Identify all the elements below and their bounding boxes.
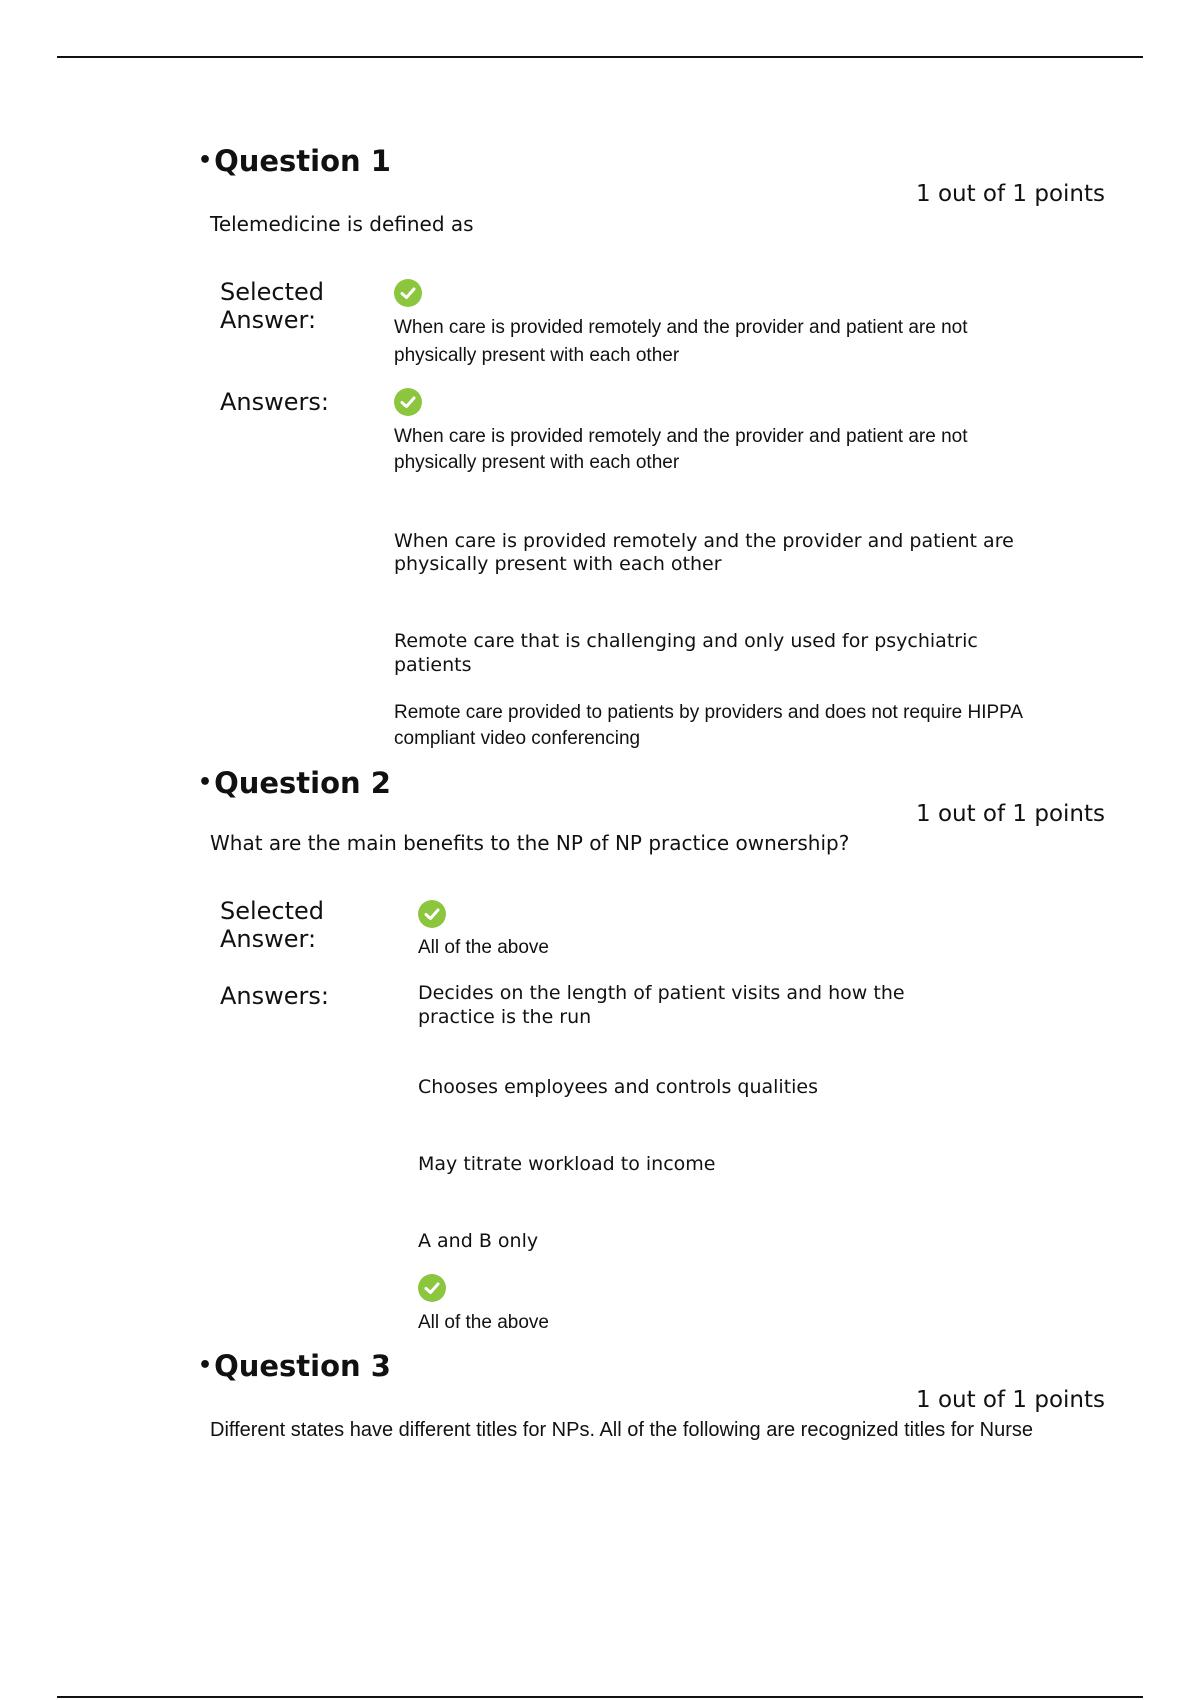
question-1-heading: •Question 1 [198, 144, 391, 178]
check-circle-icon [418, 900, 446, 928]
answer-option: Decides on the length of patient visits and how the practice is the run [418, 982, 905, 1028]
bottom-rule [57, 1696, 1143, 1698]
question-2-text: What are the main benefits to the NP of NP practice ownership? [210, 831, 850, 855]
answer-option: May titrate workload to income [418, 1153, 716, 1175]
selected-answer-label: Selected Answer: [220, 278, 325, 334]
selected-answer-text: All of the above [418, 937, 549, 958]
answers-label: Answers: [220, 982, 329, 1010]
question-3-heading: •Question 3 [198, 1349, 391, 1383]
question-1-points: 1 out of 1 points [916, 181, 1105, 207]
selected-answer-label: Selected Answer: [220, 897, 325, 953]
top-rule [57, 56, 1143, 58]
question-3-points: 1 out of 1 points [916, 1387, 1105, 1413]
answer-option: A and B only [418, 1230, 539, 1252]
question-3-text: Different states have different titles for NPs. All of the following are recognized titles for Nurse [210, 1419, 1033, 1441]
check-circle-icon [418, 1274, 446, 1302]
check-circle-icon [394, 279, 422, 307]
answer-option: Remote care provided to patients by providers and does not require HIPPA compliant video conferencing [394, 702, 1023, 749]
question-2-points: 1 out of 1 points [916, 801, 1105, 827]
answer-option: When care is provided remotely and the provider and patient are physically present with each other [394, 530, 1014, 575]
answer-option: When care is provided remotely and the provider and patient are not physically present with each other [394, 426, 968, 473]
answer-option: Remote care that is challenging and only used for psychiatric patients [394, 630, 978, 676]
answer-option: All of the above [418, 1312, 549, 1333]
question-2-heading: •Question 2 [198, 766, 391, 800]
selected-answer-text: When care is provided remotely and the provider and patient are not physically present with each other [394, 317, 968, 366]
check-circle-icon [394, 388, 422, 416]
answer-option: Chooses employees and controls qualities [418, 1076, 819, 1098]
answers-label: Answers: [220, 388, 329, 416]
question-1-text: Telemedicine is defined as [210, 212, 474, 236]
